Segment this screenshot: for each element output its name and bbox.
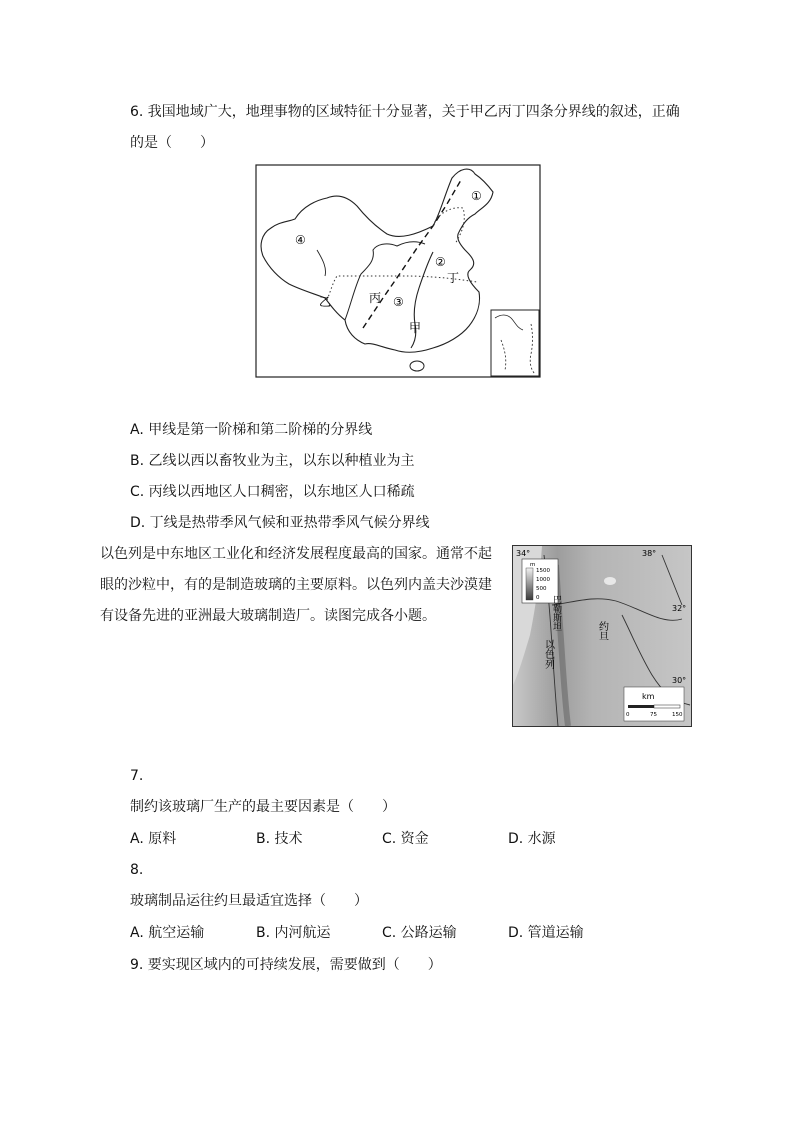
map-label-bing: 丙 <box>369 291 382 305</box>
q8-options <box>130 923 690 943</box>
legend-unit: m <box>530 562 536 568</box>
label-palestine: 巴勒斯坦 <box>551 595 561 631</box>
map-label-4: ④ <box>295 233 306 247</box>
legend-value-1500: 1500 <box>536 568 550 574</box>
q7-option-d: D. 水源 <box>508 831 556 847</box>
china-boundary-map <box>255 164 541 378</box>
q7-options <box>130 829 690 849</box>
q6-stem-line2: 的是（ ） <box>130 135 214 151</box>
legend-value-0: 0 <box>536 595 540 601</box>
q7-stem: 制约该玻璃厂生产的最主要因素是（ ） <box>130 799 396 815</box>
passage-line2: 眼的沙粒中，有的是制造玻璃的主要原料。以色列内盖夫沙漠建 <box>100 577 492 593</box>
lon-label-34: 34° <box>516 549 531 558</box>
map-label-1: ① <box>471 189 482 203</box>
q6-option-c: C. 丙线以西地区人口稠密，以东地区人口稀疏 <box>130 484 415 500</box>
map-label-jia: 甲 <box>409 321 422 335</box>
elevation-legend-bar <box>526 568 533 600</box>
q6-option-d: D. 丁线是热带季风气候和亚热带季风气候分界线 <box>130 515 430 531</box>
q7-option-b: B. 技术 <box>256 831 303 847</box>
scale-value-150: 150 <box>672 712 683 718</box>
lat-label-32: 32° <box>672 604 687 613</box>
map-label-yi: 乙 <box>319 295 332 309</box>
q8-option-d: D. 管道运输 <box>508 925 584 941</box>
q7-option-a: A. 原料 <box>130 831 177 847</box>
map-label-3: ③ <box>393 295 404 309</box>
q8-stem: 玻璃制品运往约旦最适宜选择（ ） <box>130 893 368 909</box>
q9-stem: 9. 要实现区域内的可持续发展，需要做到（ ） <box>130 957 442 973</box>
scale-value-75: 75 <box>650 712 657 718</box>
q6-stem-line1: 6. 我国地域广大，地理事物的区域特征十分显著，关于甲乙丙丁四条分界线的叙述，正确 <box>130 104 680 120</box>
south-china-sea-inset <box>491 310 539 376</box>
q6-option-b: B. 乙线以西以畜牧业为主，以东以种植业为主 <box>130 453 415 469</box>
lat-label-30: 30° <box>672 676 687 685</box>
label-jordan: 约旦 <box>596 621 608 641</box>
q8-option-a: A. 航空运输 <box>130 925 205 941</box>
q8-option-b: B. 内河航运 <box>256 925 331 941</box>
israel-relief-map <box>512 545 692 727</box>
label-israel: 以色列 <box>542 639 554 669</box>
q8-option-c: C. 公路运输 <box>382 925 457 941</box>
lon-label-38: 38° <box>642 549 657 558</box>
map-label-2: ② <box>435 255 446 269</box>
legend-value-1000: 1000 <box>536 577 550 583</box>
q7-number: 7. <box>130 768 144 784</box>
q6-option-a: A. 甲线是第一阶梯和第二阶梯的分界线 <box>130 422 373 438</box>
legend-value-500: 500 <box>536 586 547 592</box>
passage-line1: 以色列是中东地区工业化和经济发展程度最高的国家。通常不起 <box>100 546 492 562</box>
map-label-ding: 丁 <box>447 271 460 285</box>
scale-value-0: 0 <box>626 712 630 718</box>
scale-unit: km <box>642 692 655 701</box>
passage-line3: 有设备先进的亚洲最大玻璃制造厂。读图完成各小题。 <box>100 608 436 624</box>
q7-option-c: C. 资金 <box>382 831 429 847</box>
q8-number: 8. <box>130 862 144 878</box>
